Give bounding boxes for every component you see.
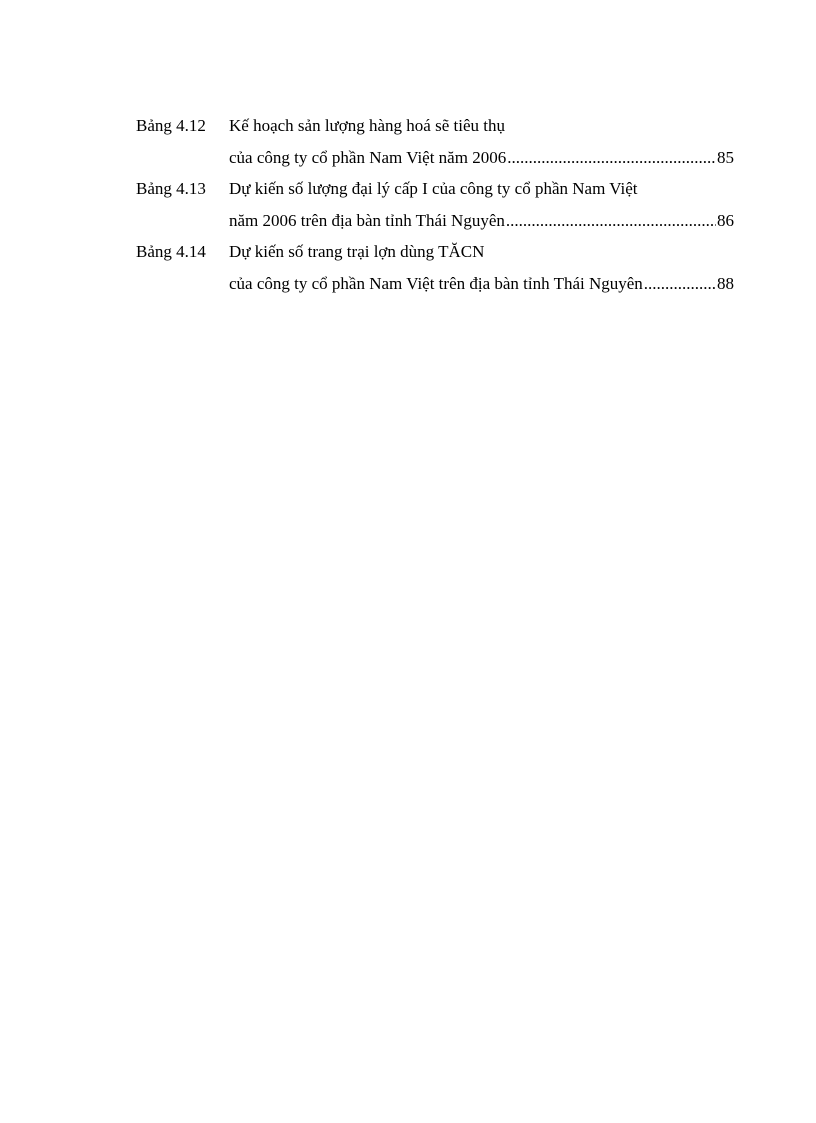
toc-entry-title: Dự kiến số trang trại lợn dùng TĂCN <box>229 242 485 261</box>
dot-leader <box>644 270 716 298</box>
toc-entry-first-line <box>136 238 734 270</box>
toc-entry-first-line <box>136 112 734 144</box>
toc-entry-second-line <box>136 270 734 302</box>
dot-leader <box>506 207 716 235</box>
toc-entry-title-continuation: của công ty cổ phần Nam Việt năm 2006 <box>229 147 507 167</box>
table-of-contents <box>136 112 734 301</box>
dot-leader <box>507 144 716 172</box>
toc-entry-page-number: 85 <box>717 147 734 167</box>
toc-entry-leader-line <box>229 207 734 235</box>
toc-entry-label: Bảng 4.13 <box>136 179 206 198</box>
toc-entry-page-number: 86 <box>717 210 734 230</box>
toc-entry-label: Bảng 4.12 <box>136 116 206 135</box>
toc-entry-second-line <box>136 144 734 176</box>
toc-entry-leader-line <box>229 270 734 298</box>
toc-entry-first-line <box>136 175 734 207</box>
toc-entry-4-12 <box>136 112 734 175</box>
toc-entry-4-14 <box>136 238 734 301</box>
toc-entry-title: Dự kiến số lượng đại lý cấp I của công ty cổ phần Nam Việt <box>229 179 638 198</box>
toc-entry-4-13 <box>136 175 734 238</box>
toc-entry-leader-line <box>229 144 734 172</box>
toc-entry-title-continuation: năm 2006 trên địa bàn tỉnh Thái Nguyên <box>229 210 505 230</box>
toc-entry-title: Kế hoạch sản lượng hàng hoá sẽ tiêu thụ <box>229 116 505 135</box>
toc-entry-label: Bảng 4.14 <box>136 242 206 261</box>
toc-entry-second-line <box>136 207 734 239</box>
toc-entry-page-number: 88 <box>717 273 734 293</box>
toc-entry-title-continuation: của công ty cổ phần Nam Việt trên địa bàn tỉnh Thái Nguyên <box>229 273 643 293</box>
